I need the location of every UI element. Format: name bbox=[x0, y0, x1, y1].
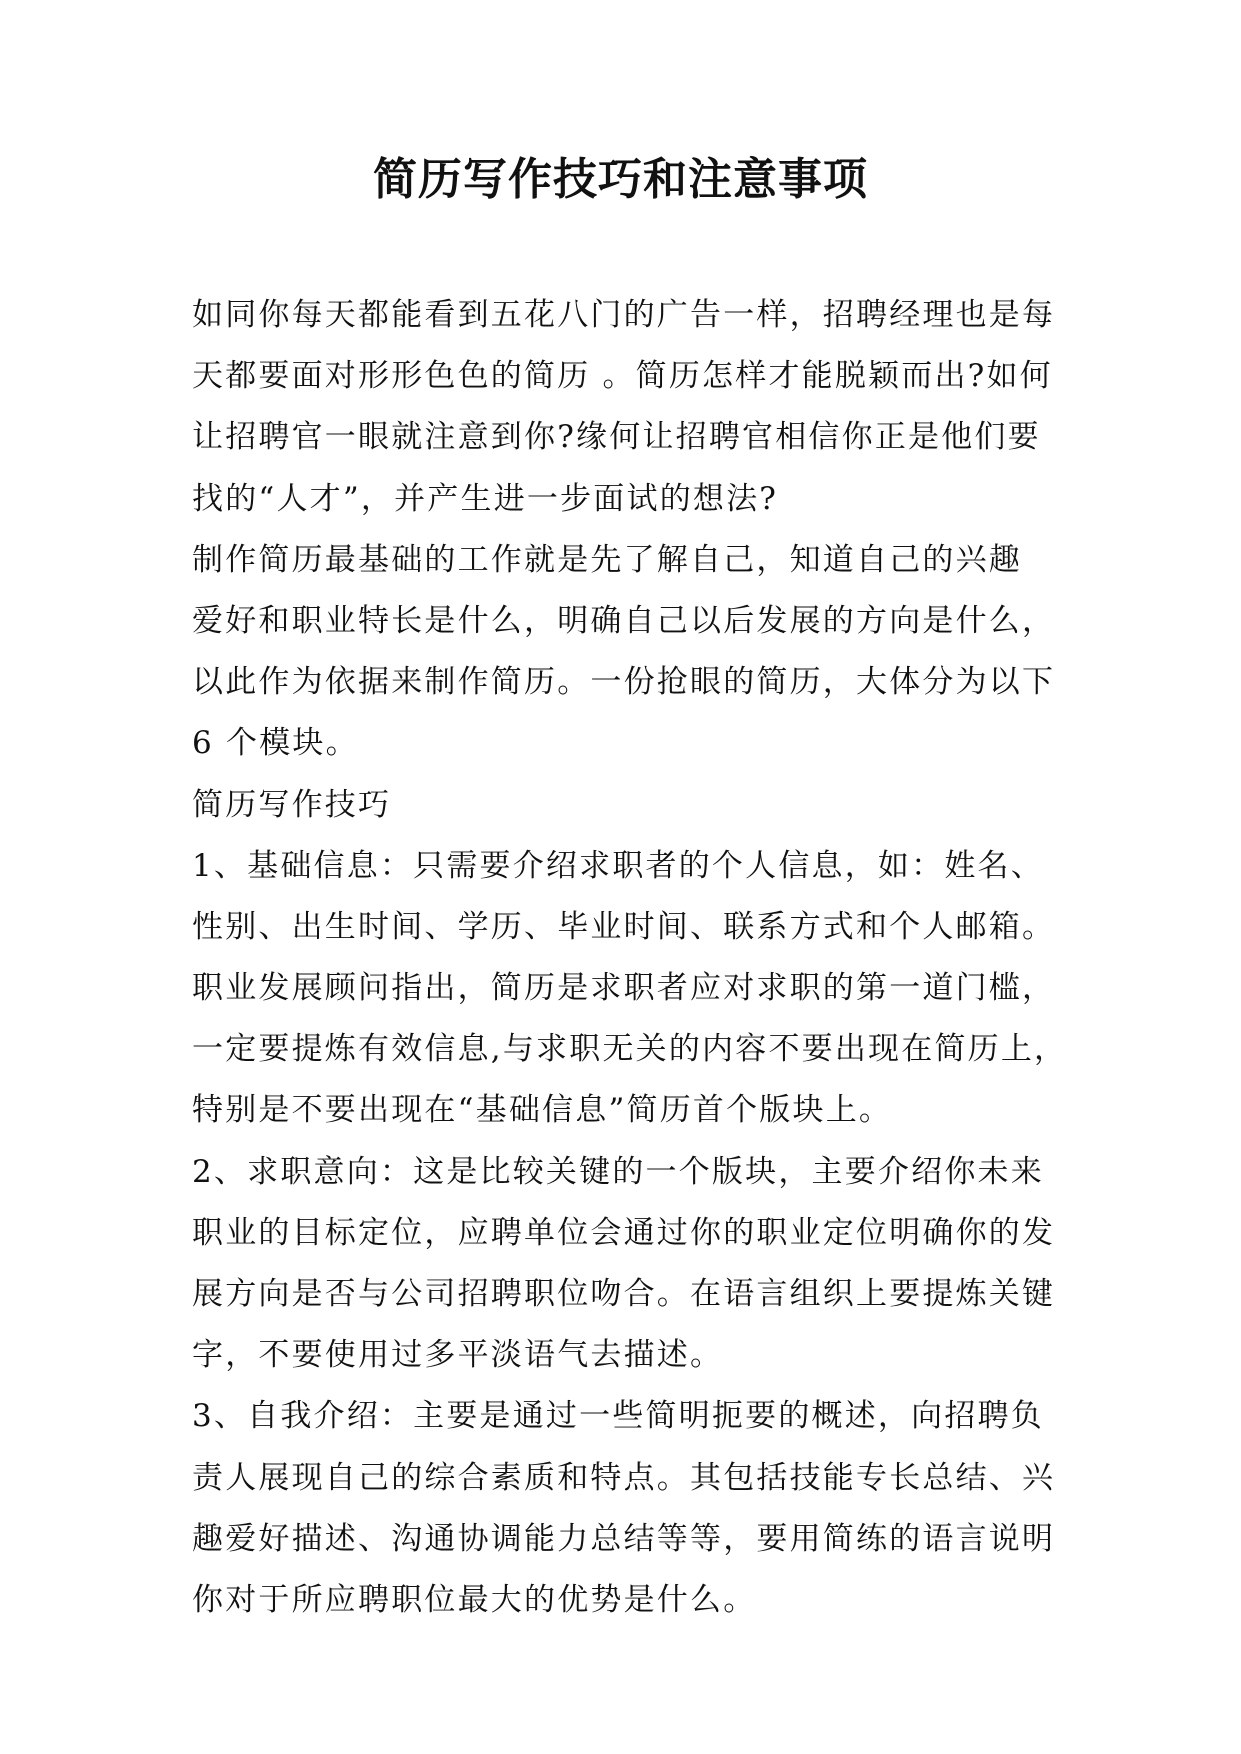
body-line: 你对于所应聘职位最大的优势是什么。 bbox=[192, 1581, 757, 1618]
body-line: 以此作为依据来制作简历。一份抢眼的简历，大体分为以下 bbox=[192, 664, 1056, 701]
document-body bbox=[192, 285, 1072, 1631]
body-line: 一定要提炼有效信息,与求职无关的内容不要出现在简历上， bbox=[192, 1031, 1068, 1068]
body-line: 3、自我介绍：主要是通过一些简明扼要的概述，向招聘负 bbox=[192, 1398, 1044, 1435]
body-line: 职业发展顾问指出，简历是求职者应对求职的第一道门槛， bbox=[192, 970, 1056, 1007]
section-heading: 简历写作技巧 bbox=[192, 786, 392, 823]
body-line: 天都要面对形形色色的简历 。简历怎样才能脱颖而出?如何 bbox=[192, 358, 1053, 395]
document-title: 简历写作技巧和注意事项 bbox=[373, 154, 868, 205]
body-line: 趣爱好描述、沟通协调能力总结等等，要用简练的语言说明 bbox=[192, 1520, 1056, 1557]
body-line: 责人展现自己的综合素质和特点。其包括技能专长总结、兴 bbox=[192, 1459, 1056, 1496]
body-line: 让招聘官一眼就注意到你?缘何让招聘官相信你正是他们要 bbox=[192, 419, 1041, 456]
body-line: 制作简历最基础的工作就是先了解自己，知道自己的兴趣 bbox=[192, 541, 1022, 578]
body-line: 性别、出生时间、学历、毕业时间、联系方式和个人邮箱。 bbox=[192, 908, 1056, 945]
body-line: 职业的目标定位，应聘单位会通过你的职业定位明确你的发 bbox=[192, 1214, 1056, 1251]
body-line: 找的“人才”，并产生进一步面试的想法? bbox=[192, 480, 779, 517]
body-line: 特别是不要出现在“基础信息”简历首个版块上。 bbox=[192, 1092, 893, 1129]
body-line: 展方向是否与公司招聘职位吻合。在语言组织上要提炼关键 bbox=[192, 1276, 1056, 1312]
body-line: 如同你每天都能看到五花八门的广告一样，招聘经理也是每 bbox=[192, 297, 1056, 333]
body-line: 1、基础信息：只需要介绍求职者的个人信息，如：姓名、 bbox=[192, 847, 1044, 884]
body-line: 6 个模块。 bbox=[192, 725, 359, 762]
body-line: 爱好和职业特长是什么，明确自己以后发展的方向是什么， bbox=[192, 602, 1056, 639]
body-line: 字，不要使用过多平淡语气去描述。 bbox=[192, 1337, 724, 1374]
body-line: 2、求职意向：这是比较关键的一个版块，主要介绍你未来 bbox=[192, 1153, 1044, 1190]
